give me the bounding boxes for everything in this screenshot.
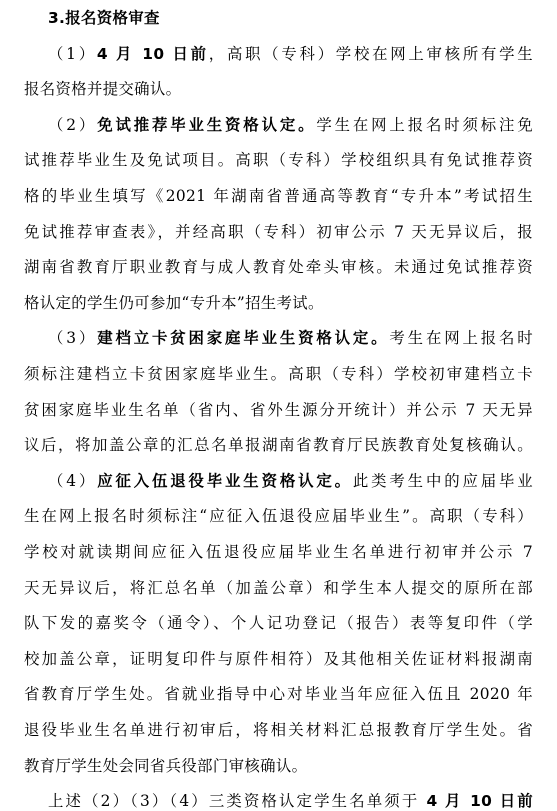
para2-line: 格的毕业生填写《2021 年湖南省普通高等教育“专升本”考试招生 <box>24 187 533 205</box>
para3-line: 须标注建档立卡贫困家庭毕业生。高职（专科）学校初审建档立卡 <box>24 365 533 383</box>
para4-line: 生在网上报名时须标注“应征入伍退役应届毕业生”。高职（专科） <box>24 507 533 526</box>
para3-line: 贫困家庭毕业生名单（省内、省外生源分开统计）并公示 7 天无异 <box>24 400 533 419</box>
para4-line: 省教育厅学生处。省就业指导中心对毕业当年应征入伍且 2020 年 <box>24 685 533 704</box>
para1-line1: （1）4 月 10 日前，高职（专科）学校在网上审核所有学生 <box>48 44 533 63</box>
para2-line1: （2）免试推荐毕业生资格认定。学生在网上报名时须标注免 <box>48 115 534 134</box>
para2-line: 试推荐毕业生及免试项目。高职（专科）学校组织具有免试推荐资 <box>24 151 533 170</box>
section-heading: 3.报名资格审查 <box>48 9 160 27</box>
para3-line: 议后，将加盖公章的汇总名单报湖南省教育厅民族教育处复核确认。 <box>24 436 533 455</box>
para4-line: 队下发的嘉奖令（通令）、个人记功登记（报告）表等复印件（学 <box>24 614 533 633</box>
para5-line1: 上述（2）（3）（4）三类资格认定学生名单须于 4 月 10 日前 <box>48 792 533 811</box>
para4-line: 学校对就读期间应征入伍退役应届毕业生名单进行初审并公示 7 <box>24 543 533 561</box>
para3-line1: （3）建档立卡贫困家庭毕业生资格认定。考生在网上报名时 <box>48 329 534 348</box>
para4-line1: （4）应征入伍退役毕业生资格认定。此类考生中的应届毕业 <box>48 471 533 490</box>
para4-line: 退役毕业生名单进行初审后，将相关材料汇总报教育厅学生处。省 <box>24 721 533 739</box>
para4-line: 天无异议后，将汇总名单（加盖公章）和学生本人提交的原所在部 <box>24 578 533 597</box>
para1-line2: 报名资格并提交确认。 <box>24 80 182 99</box>
para4-line: 教育厅学生处会同省兵役部门审核确认。 <box>24 756 308 775</box>
para4-line: 校加盖公章，证明复印件与原件相符）及其他相关佐证材料报湖南 <box>24 649 533 668</box>
para2-line: 免试推荐审查表》，并经高职（专科）初审公示 7 天无异议后，报 <box>24 222 533 241</box>
para2-line: 湖南省教育厅职业教育与成人教育处牵头审核。未通过免试推荐资 <box>24 258 533 277</box>
para2-line: 格认定的学生仍可参加“专升本”招生考试。 <box>24 293 324 312</box>
